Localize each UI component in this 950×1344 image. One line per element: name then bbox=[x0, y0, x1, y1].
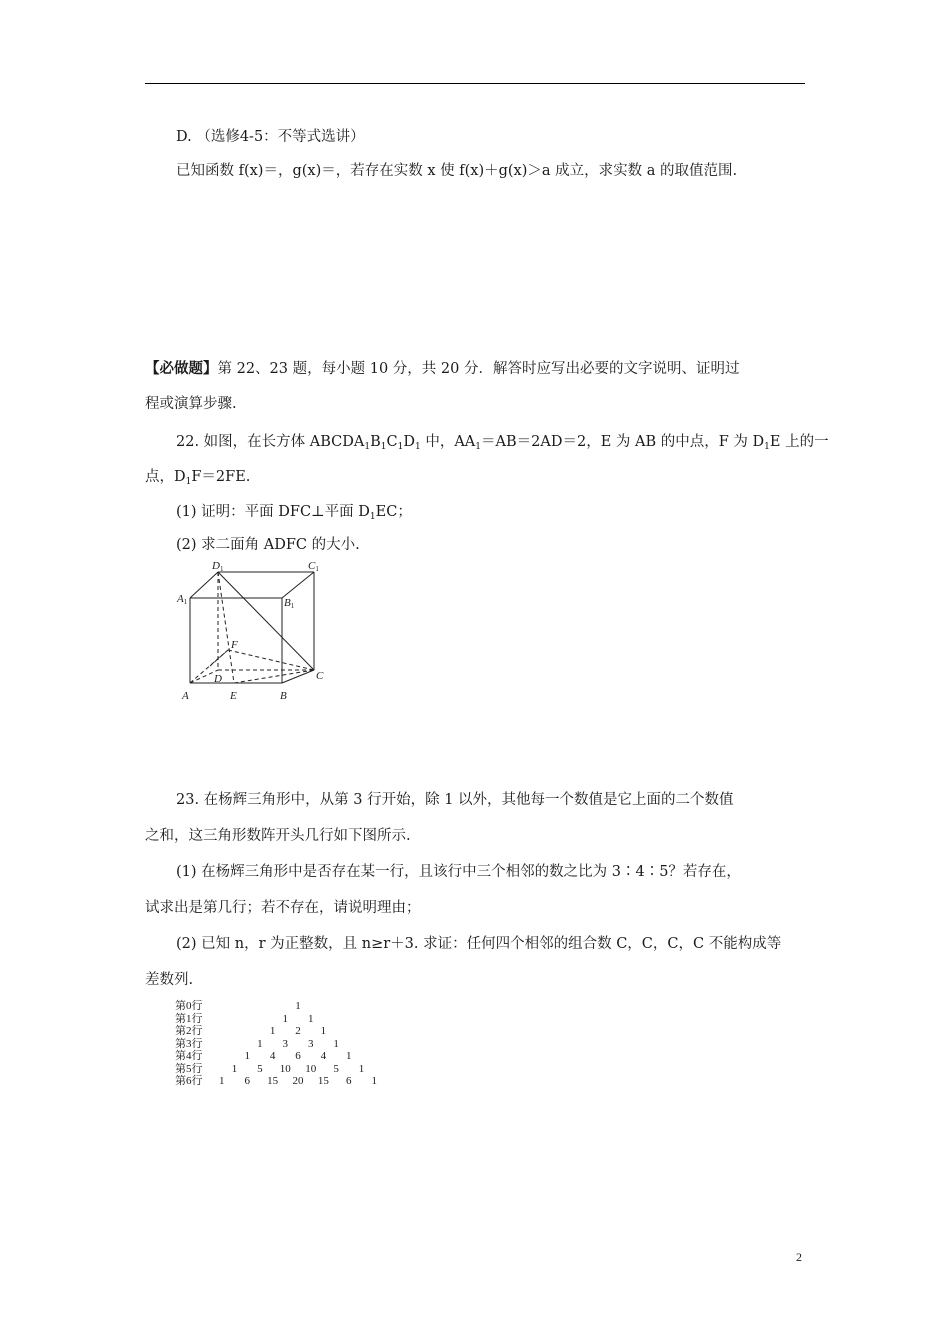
label-b: B bbox=[280, 690, 287, 702]
label-d1: D1 bbox=[212, 560, 224, 573]
q22-text: EC； bbox=[375, 504, 412, 520]
triangle-row bbox=[175, 1038, 415, 1051]
triangle-value: 1 bbox=[295, 1000, 301, 1012]
q22-text: ＝AB＝2AD＝2，E 为 AB 的中点，F 为 D bbox=[481, 434, 765, 450]
segment-d1c bbox=[218, 572, 314, 670]
triangle-value: 1 bbox=[371, 1075, 377, 1087]
q23-part2-line2: 差数列. bbox=[145, 972, 194, 988]
label-a: A bbox=[182, 690, 189, 702]
triangle-value: 10 bbox=[279, 1062, 291, 1075]
triangle-value: 1 bbox=[346, 1050, 352, 1062]
triangle-value: 4 bbox=[269, 1050, 276, 1062]
triangle-row-label: 第0行 bbox=[175, 1000, 203, 1012]
triangle-value: 1 bbox=[219, 1075, 225, 1087]
triangle-row-label: 第1行 bbox=[175, 1012, 203, 1025]
q22-text: 22. 如图，在长方体 ABCDA bbox=[176, 434, 365, 450]
required-intro bbox=[145, 359, 739, 379]
section-d-heading: D. （选修4-5：不等式选讲） bbox=[176, 129, 365, 145]
q22-line2 bbox=[145, 467, 250, 492]
triangle-row-label: 第3行 bbox=[175, 1037, 203, 1050]
q23-line2: 之和，这三角形数阵开头几行如下图所示. bbox=[145, 828, 411, 844]
q22-text: F＝2FE. bbox=[191, 469, 251, 485]
label-c: C bbox=[316, 670, 324, 682]
triangle-row bbox=[175, 1025, 415, 1038]
label-a1: A1 bbox=[177, 593, 188, 606]
label-e: E bbox=[230, 690, 237, 702]
subscript: 1 bbox=[764, 442, 770, 452]
triangle-value: 1 bbox=[282, 1012, 289, 1025]
q22-part1 bbox=[176, 502, 412, 527]
page-number: 2 bbox=[796, 1250, 802, 1264]
triangle-value: 2 bbox=[295, 1025, 301, 1037]
triangle-value: 1 bbox=[269, 1025, 276, 1037]
edge-bc bbox=[282, 670, 314, 683]
q23-part2-line1: (2) 已知 n，r 为正整数，且 n≥r＋3. 求证：任何四个相邻的组合数 C，C，C，C 不能构成等 bbox=[176, 936, 782, 952]
triangle-value: 1 bbox=[358, 1062, 365, 1075]
triangle-value: 3 bbox=[307, 1037, 314, 1050]
triangle-row-label: 第4行 bbox=[175, 1050, 203, 1062]
triangle-value: 15 bbox=[317, 1075, 329, 1087]
triangle-value: 4 bbox=[320, 1050, 327, 1062]
required-line1: 第 22、23 题，每小题 10 分，共 20 分．解答时应写出必要的文字说明、证明过 bbox=[217, 361, 740, 377]
q22-text: B bbox=[370, 434, 381, 450]
triangle-value: 20 bbox=[292, 1075, 304, 1087]
triangle-value: 1 bbox=[244, 1050, 250, 1062]
label-f: F bbox=[231, 639, 238, 651]
q23-part1-line2: 试求出是第几行；若不存在，请说明理由； bbox=[145, 900, 421, 916]
label-d: D bbox=[214, 673, 222, 685]
triangle-row bbox=[175, 1075, 415, 1088]
triangle-value: 10 bbox=[305, 1062, 317, 1075]
header-rule bbox=[145, 83, 805, 84]
triangle-row bbox=[175, 1063, 415, 1076]
triangle-value: 1 bbox=[307, 1012, 314, 1025]
triangle-value: 5 bbox=[333, 1062, 339, 1075]
hidden-segment-d1e bbox=[218, 572, 234, 683]
cuboid-figure bbox=[170, 558, 330, 708]
triangle-row bbox=[175, 1013, 415, 1026]
hidden-segment-fc bbox=[228, 650, 314, 670]
q22-text: E 上的一 bbox=[769, 434, 829, 450]
q23-part1-line1: (1) 在杨辉三角形中是否存在某一行，且该行中三个相邻的数之比为 3∶4∶5？若存在， bbox=[176, 864, 741, 880]
yanghui-triangle bbox=[175, 1000, 415, 1088]
triangle-row-label: 第6行 bbox=[175, 1075, 203, 1087]
q22-part2: (2) 求二面角 ADFC 的大小. bbox=[176, 537, 360, 553]
triangle-value: 1 bbox=[231, 1062, 238, 1075]
edge-b1c1 bbox=[282, 572, 314, 598]
triangle-value: 6 bbox=[346, 1075, 352, 1087]
subscript: 1 bbox=[185, 477, 192, 487]
triangle-value: 5 bbox=[257, 1062, 263, 1075]
triangle-row-label: 第5行 bbox=[175, 1062, 203, 1075]
section-d-body: 已知函数 f(x)＝，g(x)＝，若存在实数 x 使 f(x)＋g(x)＞a 成立，求实数 a 的取值范围. bbox=[176, 163, 738, 179]
triangle-row bbox=[175, 1000, 415, 1013]
hidden-segment-af bbox=[190, 650, 228, 683]
q23-line1: 23. 在杨辉三角形中，从第 3 行开始，除 1 以外，其他每一个数值是它上面的二个数值 bbox=[176, 792, 734, 808]
edge-a1d1 bbox=[190, 572, 218, 598]
label-c1: C1 bbox=[308, 560, 319, 573]
triangle-value: 15 bbox=[267, 1075, 279, 1087]
hidden-segment-ec bbox=[234, 670, 314, 683]
triangle-value: 1 bbox=[320, 1025, 327, 1037]
label-b1: B1 bbox=[284, 597, 295, 610]
subscript: 1 bbox=[397, 442, 404, 452]
triangle-value: 6 bbox=[295, 1050, 301, 1062]
triangle-value: 1 bbox=[333, 1037, 339, 1050]
triangle-row bbox=[175, 1050, 415, 1063]
triangle-value: 1 bbox=[257, 1037, 263, 1050]
q22-text: 中，AA bbox=[420, 434, 476, 450]
triangle-value: 3 bbox=[282, 1037, 289, 1050]
required-line2: 程或演算步骤. bbox=[145, 396, 237, 412]
q22-text: C bbox=[386, 434, 398, 450]
subscript: 1 bbox=[475, 442, 482, 452]
q22-line1 bbox=[176, 432, 829, 457]
q22-text: D bbox=[403, 434, 415, 450]
subscript: 1 bbox=[380, 442, 387, 452]
triangle-value: 6 bbox=[244, 1075, 250, 1087]
q22-text: (1) 证明：平面 DFC⊥平面 D bbox=[176, 504, 370, 520]
required-tag: 【必做题】 bbox=[145, 360, 218, 377]
subscript: 1 bbox=[364, 442, 371, 452]
triangle-row-label: 第2行 bbox=[175, 1025, 203, 1037]
subscript: 1 bbox=[369, 512, 376, 522]
q22-text: 点，D bbox=[145, 469, 186, 485]
subscript: 1 bbox=[414, 442, 421, 452]
